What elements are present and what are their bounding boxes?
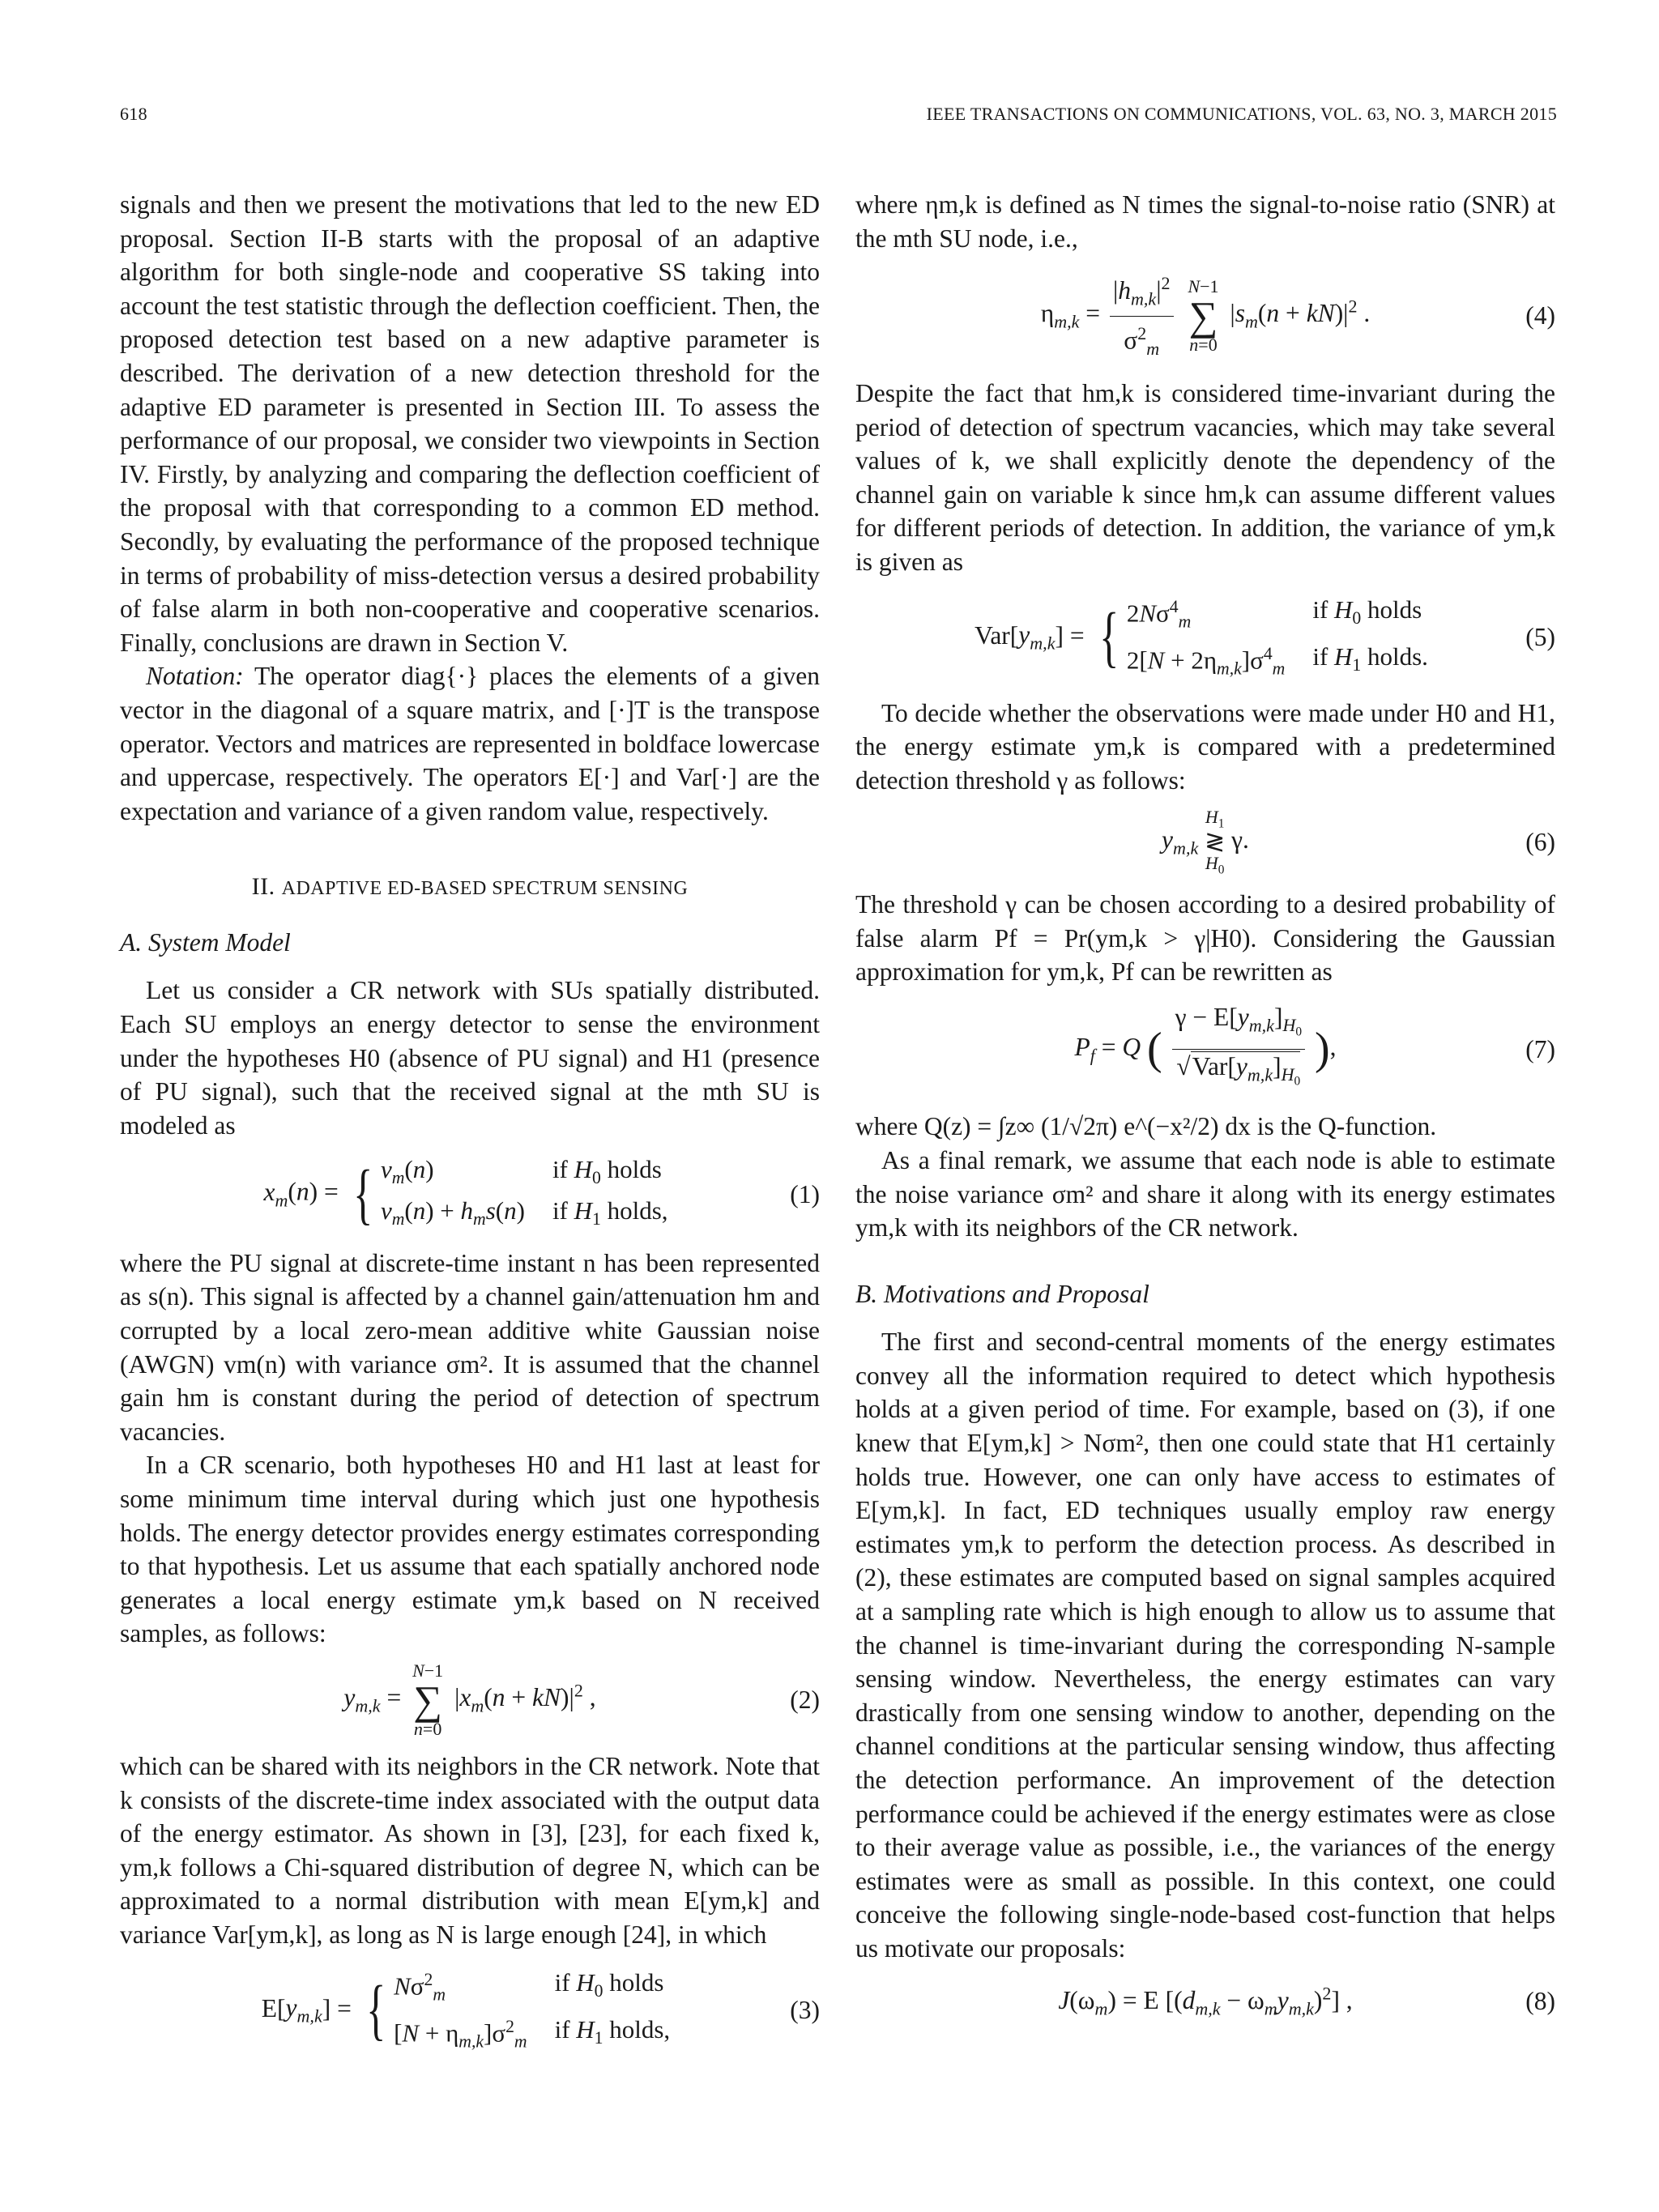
threshold-paragraph: The threshold γ can be chosen according to a desired probability of false alarm Pf = Pr(ym,k > γ|H0). Considering the Gaussian approximation for ym,k, Pf can be rewritten as	[855, 889, 1555, 987]
section-number: II.	[251, 873, 275, 901]
equation-7-number: (7)	[1525, 1034, 1555, 1063]
page-header	[120, 104, 1557, 131]
subsection-a-heading: A. System Model	[120, 927, 291, 957]
equation-2: $y_{m,k}$ = N−1 ∑ n=0 $|x_m(n + kN)|^2$ , (2)	[343, 1660, 820, 1739]
journal-running-head: IEEE TRANSACTIONS ON COMMUNICATIONS, VOL. 63, NO. 3, MARCH 2015	[926, 104, 1557, 124]
equation-3-number: (3)	[790, 1996, 820, 2025]
equation-7: $P_f = Q$ ( $\frac{\gamma - E[y_{m,k}]_{H_0}}{√Var[y_{m,k}]_{H_0}}$ ), (7)	[855, 1000, 1555, 1099]
equation-1: $x_m(n)$ = { $v_m(n)$ if $H_0$ holds $v_m(n) + h_ms(n)$ if $H_1$ holds, (1)	[263, 1155, 820, 1232]
subsection-b-heading: B. Motivations and Proposal	[855, 1279, 1149, 1308]
q-function-paragraph: where Q(z) = ∫z∞ (1/√2π) e^(−x²/2) dx is the Q-function.	[855, 1112, 1437, 1141]
pu-signal-paragraph: where the PU signal at discrete-time instant n has been represented as s(n). This signal is affected by a channel gain/attenuation hm and corrupted by a local zero-mean additive white Gaussian noise (AWGN) vm(n) with variance σm². It is assumed that the channel gain hm is constant during the period of detection of spectrum vacancies.	[120, 1248, 820, 1446]
page-number: 618	[120, 104, 147, 124]
decision-paragraph: To decide whether the observations were made under H0 and H1, the energy estimate ym,k is compared with a predetermined detection threshold γ as follows:	[855, 698, 1555, 795]
equation-3: $E[y_{m,k}]$ = { $N\sigma^2_m$ if $H_0$ holds $[N + \eta_{m,k}]\sigma^2_m$ if $H_1$ holds, (3)	[261, 1967, 820, 2052]
section-title: ADAPTIVE ED-BASED SPECTRUM SENSING	[281, 878, 689, 900]
equation-8-number: (8)	[1525, 1986, 1555, 2015]
equation-4: $\eta_{m,k}$ = $\frac{|h_{m,k}|^2}{\sigma^2_m}$ N−1 ∑ n=0 $|s_m(n + kN)|^2$ . (4)	[855, 266, 1555, 365]
time-invariant-paragraph: Despite the fact that hm,k is considered time-invariant during the period of detection of spectrum vacancies, which may take several values of k, we shall explicitly denote the dependency of the channel gain on variable k since hm,k can assume different values for different periods of detection. In addition, the variance of ym,k is given as	[855, 378, 1555, 576]
equation-8: $J(\omega_m) = E$ $[(d_{m,k} - \omega_my_{m,k})^2]$ , (8)	[1058, 1983, 1555, 2019]
equation-6-number: (6)	[1525, 828, 1555, 857]
equation-2-number: (2)	[790, 1686, 820, 1715]
final-remark-paragraph: As a final remark, we assume that each node is able to estimate the noise variance σm² and share it along with its energy estimates ym,k with its neighbors of the CR network.	[855, 1145, 1555, 1242]
equation-1-number: (1)	[790, 1179, 820, 1208]
intro-paragraph: signals and then we present the motivations that led to the new ED proposal. Section II-B starts with the proposal of an adaptive algorithm for both single-node and cooperative SS taking into account the test statistic through the deflection coefficient. Then, the proposed detection test based on a new adaptive parameter is described. The derivation of a new detection threshold for the adaptive ED parameter is presented in Section III. To assess the performance of our proposal, we consider two viewpoints in Section IV. Firstly, by analyzing and comparing the deflection coefficient of the proposal with that corresponding to a common ED method. Secondly, by evaluating the performance of the proposed technique in terms of probability of miss-detection versus a desired probability of false alarm in both non-cooperative and cooperative scenarios. Finally, conclusions are drawn in Section V.	[120, 190, 820, 657]
left-column	[120, 188, 820, 2069]
motivations-paragraph: The first and second-central moments of the energy estimates convey all the information required to detect which hypothesis holds at a given period of time. For example, based on (3), if one knew that E[ym,k] > Nσm², then one could state that H1 certainly holds true. However, one can only have access to estimates of E[ym,k]. In fact, ED techniques usually employ raw energy estimates ym,k to perform the detection process. As described in (2), these estimates are computed based on signal samples acquired at a sampling rate which is high enough to allow us to assume that the channel is time-invariant during the corresponding N-sample sensing window. Nevertheless, the energy estimates can vary drastically from one sensing window to another, depending on the channel conditions at the particular sensing window, thus affecting the detection performance. An improvement of the detection performance could be achieved if the energy estimates were as close to their average value as possible, i.e., the variances of the energy estimates were as small as possible. In this context, one could conceive the following single-node-based cost-function that helps us motivate our proposals:	[855, 1328, 1555, 1963]
notation-paragraph	[120, 659, 820, 828]
equation-6: $y_{m,k}$ $H_1$ ≷ $H_0$ γ. (6)	[1162, 807, 1555, 877]
cr-scenario-paragraph: In a CR scenario, both hypotheses H0 and H1 last at least for some minimum time interval during which just one hypothesis holds. The energy detector provides energy estimates corresponding to that hypothesis. Let us assume that each spatially anchored node generates a local energy estimate ym,k based on N received samples, as follows:	[120, 1451, 820, 1648]
right-column	[855, 188, 1555, 2037]
section-heading	[120, 870, 820, 906]
notation-label: Notation:	[146, 662, 244, 691]
equation-5-number: (5)	[1525, 623, 1555, 652]
chi-squared-paragraph: which can be shared with its neighbors in the CR network. Note that k consists of the discrete-time index associated with the output data of the energy estimator. As shown in [3], [23], for each fixed k, ym,k follows a Chi-squared distribution of degree N, which can be approximated to a normal distribution with mean E[ym,k] and variance Var[ym,k], as long as N is large enough [24], in which	[120, 1751, 820, 1949]
eta-definition-paragraph: where ηm,k is defined as N times the signal-to-noise ratio (SNR) at the mth SU node, i.e.,	[855, 190, 1555, 253]
notation-text: The operator diag{·} places the elements of a given vector in the diagonal of a square matrix, and [·]T is the transpose operator. Vectors and matrices are represented in boldface lowercase and uppercase, respectively. The operators E[·] and Var[·] are the expectation and variance of a given random value, respectively.	[120, 662, 820, 825]
equation-4-number: (4)	[1525, 301, 1555, 330]
equation-5: $Var[y_{m,k}]$ = { $2N\sigma^4_m$ if $H_0$ holds $2[N + 2\eta_{m,k}]\sigma^4_m$ if $H_1$ holds. (5)	[975, 595, 1555, 679]
system-model-paragraph: Let us consider a CR network with SUs spatially distributed. Each SU employs an energy detector to sense the environment under the hypotheses H0 (absence of PU signal) and H1 (presence of PU signal), such that the received signal at the mth SU is modeled as	[120, 976, 820, 1140]
